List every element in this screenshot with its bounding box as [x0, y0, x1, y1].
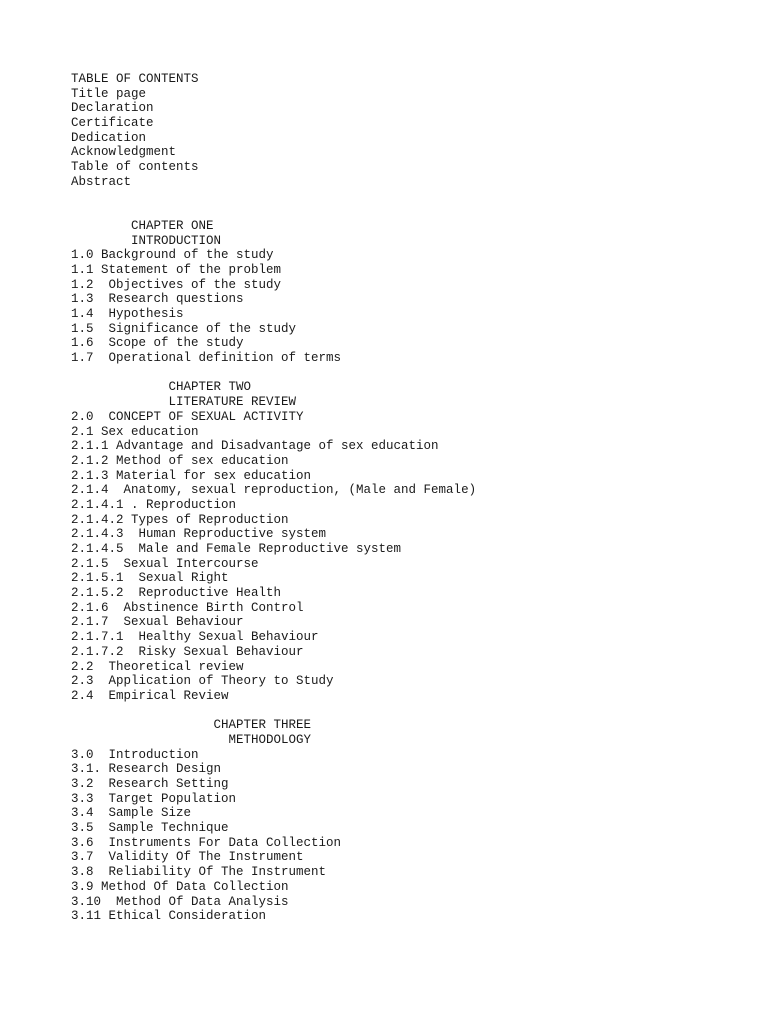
toc-entry: 3.9 Method Of Data Collection — [71, 879, 289, 894]
toc-entry: 2.1.5.1 Sexual Right — [71, 571, 229, 586]
toc-entry: 3.11 Ethical Consideration — [71, 909, 267, 924]
toc-entry: 1.3 Research questions — [71, 292, 244, 307]
toc-entry: 3.7 Validity Of The Instrument — [71, 850, 304, 865]
toc-heading: TABLE OF CONTENTS — [71, 72, 199, 86]
toc-entry: 2.1.4.2 Types of Reproduction — [71, 512, 289, 527]
chapter-subtitle: METHODOLOGY — [71, 732, 312, 747]
toc-entry: 2.1.4.3 Human Reproductive system — [71, 527, 327, 542]
toc-item: Abstract — [71, 174, 132, 189]
toc-entry: 3.4 Sample Size — [71, 806, 192, 821]
toc-entry: 2.1.7.1 Healthy Sexual Behaviour — [71, 630, 319, 645]
chapter-subtitle: INTRODUCTION — [71, 233, 222, 248]
spacer — [71, 366, 476, 381]
toc-entry: 1.0 Background of the study — [71, 248, 274, 263]
toc-item: Title page — [71, 86, 147, 101]
toc-entry: 3.8 Reliability Of The Instrument — [71, 865, 327, 880]
toc-entry: 1.4 Hypothesis — [71, 307, 184, 322]
toc-entry: 3.6 Instruments For Data Collection — [71, 835, 342, 850]
toc-entry: 2.4 Empirical Review — [71, 688, 229, 703]
toc-entry: 3.1. Research Design — [71, 762, 222, 777]
toc-entry: 2.1.2 Method of sex education — [71, 453, 289, 468]
chapter-two-section — [71, 380, 476, 703]
toc-entry: 1.7 Operational definition of terms — [71, 351, 342, 366]
toc-entry: 2.1.6 Abstinence Birth Control — [71, 600, 304, 615]
toc-entry: 2.0 CONCEPT OF SEXUAL ACTIVITY — [71, 409, 304, 424]
toc-entry: 2.1.5 Sexual Intercourse — [71, 556, 259, 571]
chapter-subtitle: LITERATURE REVIEW — [71, 395, 297, 410]
toc-entry: 1.1 Statement of the problem — [71, 262, 282, 277]
toc-entry: 3.0 Introduction — [71, 747, 199, 762]
toc-entry: 3.2 Research Setting — [71, 777, 229, 792]
toc-entry: 2.1.5.2 Reproductive Health — [71, 586, 282, 601]
toc-item: Acknowledgment — [71, 145, 177, 160]
toc-entry: 2.1.4 Anatomy, sexual reproduction, (Male and Female) — [71, 483, 477, 498]
spacer — [71, 704, 476, 719]
toc-item: Dedication — [71, 130, 147, 145]
toc-entry: 2.1 Sex education — [71, 424, 199, 439]
toc-entry: 2.1.1 Advantage and Disadvantage of sex education — [71, 439, 439, 454]
toc-entry: 2.1.4.5 Male and Female Reproductive system — [71, 542, 402, 557]
toc-item: Certificate — [71, 116, 154, 131]
spacer — [71, 190, 476, 219]
toc-entry: 3.3 Target Population — [71, 791, 237, 806]
chapter-title: CHAPTER THREE — [71, 718, 312, 733]
toc-entry: 1.5 Significance of the study — [71, 321, 297, 336]
toc-entry: 1.6 Scope of the study — [71, 336, 244, 351]
chapter-one-section — [71, 219, 476, 366]
chapter-title: CHAPTER ONE — [71, 218, 214, 233]
toc-entry: 1.2 Objectives of the study — [71, 277, 282, 292]
toc-entry: 3.10 Method Of Data Analysis — [71, 894, 289, 909]
toc-entry: 2.1.3 Material for sex education — [71, 468, 312, 483]
toc-item: Table of contents — [71, 160, 199, 175]
toc-item: Declaration — [71, 101, 154, 116]
toc-entry: 2.1.7.2 Risky Sexual Behaviour — [71, 644, 304, 659]
toc-entry: 2.2 Theoretical review — [71, 659, 244, 674]
toc-entry: 2.1.4.1 . Reproduction — [71, 497, 237, 512]
front-matter — [71, 72, 476, 190]
toc-entry: 2.3 Application of Theory to Study — [71, 674, 334, 689]
chapter-title: CHAPTER TWO — [71, 380, 252, 395]
chapter-three-section — [71, 718, 476, 924]
toc-entry: 3.5 Sample Technique — [71, 821, 229, 836]
toc-entry: 2.1.7 Sexual Behaviour — [71, 615, 244, 630]
document-page — [71, 72, 476, 924]
